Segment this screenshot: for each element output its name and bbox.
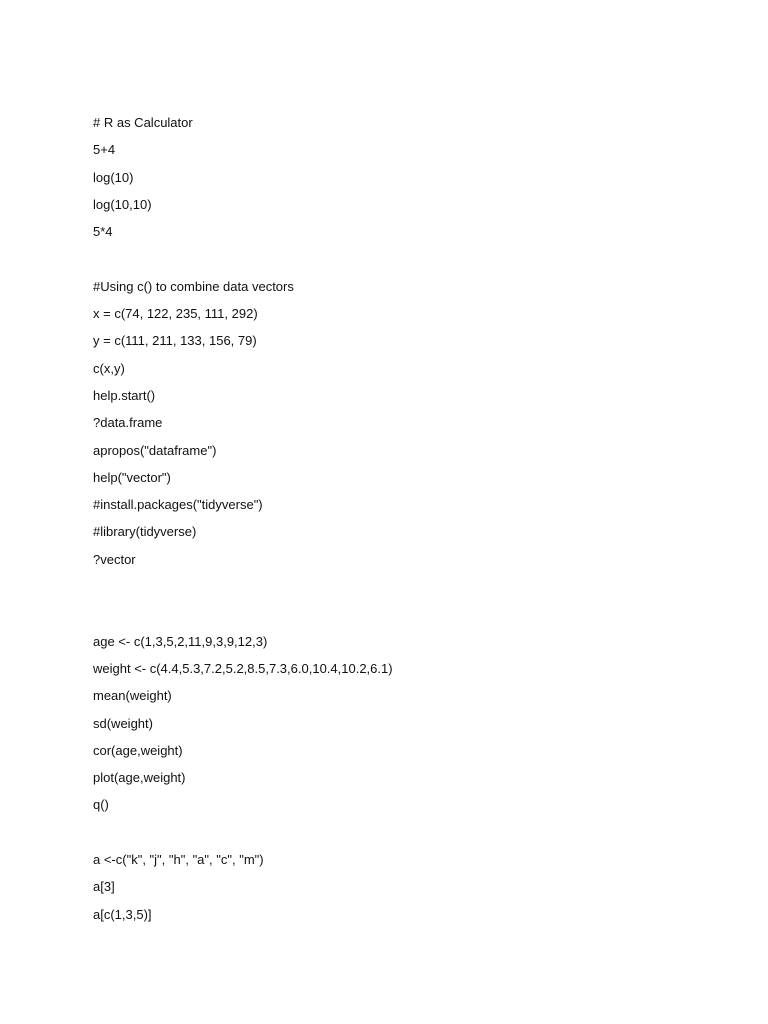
code-line: # R as Calculator [93,115,193,130]
document-body [93,114,733,933]
code-line: a[3] [93,879,115,895]
code-line: #Using c() to combine data vectors [93,278,294,294]
code-line: cor(age,weight) [93,742,183,758]
code-line: age <- c(1,3,5,2,11,9,3,9,12,3) [93,633,268,649]
code-line: q() [93,797,109,813]
code-line: log(10) [93,169,134,185]
code-line: a <-c("k", "j", "h", "a", "c", "m") [93,852,264,868]
blank-line [93,605,733,632]
code-line: x = c(74, 122, 235, 111, 292) [93,306,258,322]
code-line: plot(age,weight) [93,770,186,786]
code-line: 5+4 [93,142,116,158]
blank-line [93,250,733,277]
code-line: sd(weight) [93,715,153,731]
code-line: help("vector") [93,469,171,485]
code-line: mean(weight) [93,688,172,704]
code-line: #install.packages("tidyverse") [93,497,263,513]
code-line: log(10,10) [93,196,152,212]
code-line: weight <- c(4.4,5.3,7.2,5.2,8.5,7.3,6.0,10.4,10.2,6.1) [93,660,393,676]
code-line: y = c(111, 211, 133, 156, 79) [93,333,257,349]
code-line: 5*4 [93,224,113,240]
code-line: #library(tidyverse) [93,524,197,540]
code-line: apropos("dataframe") [93,442,217,458]
blank-line [93,578,733,605]
code-line: ?vector [93,551,136,567]
code-line: help.start() [93,387,156,403]
code-line: a[c(1,3,5)] [93,906,152,922]
code-line: ?data.frame [93,415,163,431]
code-line: c(x,y) [93,360,125,376]
blank-line [93,824,733,851]
